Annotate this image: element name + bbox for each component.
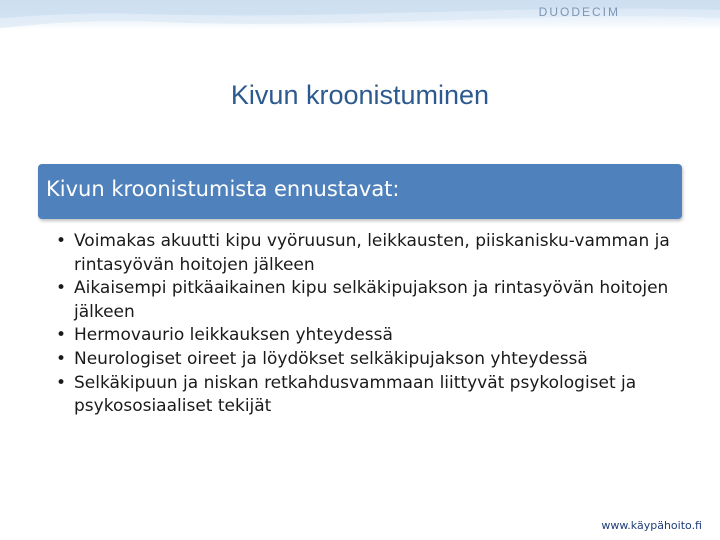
bullet-item: • Aikaisempi pitkäaikainen kipu selkäkipujakson ja rintasyövän hoitojen jälkeen: [56, 277, 676, 324]
duodecim-logo: DUODECIM: [538, 5, 620, 19]
bullet-item: • Selkäkipuun ja niskan retkahdusvammaan liittyvät psykologiset ja psykososiaaliset tekijät: [56, 372, 676, 419]
bullet-item: • Hermovaurio leikkauksen yhteydessä: [56, 324, 676, 348]
bullet-item: • Voimakas akuutti kipu vyöruusun, leikkausten, piiskanisku-vamman ja rintasyövän hoitojen jälkeen: [56, 230, 676, 277]
bullet-item: • Neurologiset oireet ja löydökset selkäkipujakson yhteydessä: [56, 348, 676, 372]
bullet-list: [56, 230, 676, 419]
section-header-box: [38, 164, 682, 219]
slide-title: Kivun kroonistuminen: [230, 80, 490, 110]
footer-url: www.käypähoito.fi: [601, 519, 702, 532]
section-header-text: Kivun kroonistumista ennustavat:: [46, 177, 400, 201]
